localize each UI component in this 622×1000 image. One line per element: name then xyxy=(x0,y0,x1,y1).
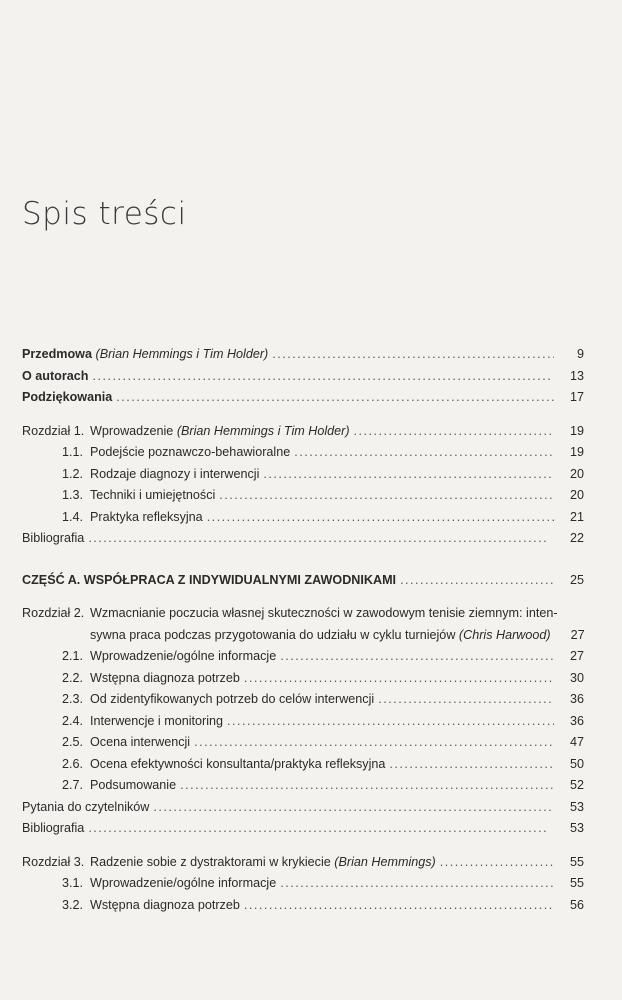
chapter-title: Wprowadzenie xyxy=(90,423,174,438)
toc-entry-3-2 xyxy=(22,895,584,917)
entry-page: 30 xyxy=(569,670,584,685)
section-number: 1.1. xyxy=(62,445,84,459)
toc-entry-2-1 xyxy=(22,646,584,668)
page-title: Spis treści xyxy=(22,196,187,232)
toc-entry-chapter-2-line-1 xyxy=(22,603,584,625)
entry-page: 9 xyxy=(576,347,584,361)
chapter-title-line-2: sywna praca podczas przygotowania do udziału w cyklu turniejów xyxy=(90,627,456,642)
table-of-contents xyxy=(22,344,584,916)
section-title: Wstępna diagnoza potrzeb xyxy=(90,897,240,912)
toc-entry-preface xyxy=(22,344,584,366)
section-number: 2.2. xyxy=(62,670,84,685)
entry-page: 52 xyxy=(569,778,584,792)
toc-entry-bibliography-2 xyxy=(22,818,584,840)
section-title: Rodzaje diagnozy i interwencji xyxy=(90,466,260,481)
entry-page: 53 xyxy=(569,821,584,835)
section-number: 2.4. xyxy=(62,713,84,728)
section-number: 2.3. xyxy=(62,692,84,706)
section-number: 3.2. xyxy=(62,897,84,912)
entry-label: Bibliografia xyxy=(22,531,85,545)
section-title: Od zidentyfikowanych potrzeb do celów interwencji xyxy=(90,692,375,706)
section-title: Techniki i umiejętności xyxy=(90,488,216,502)
section-number: 1.3. xyxy=(62,488,84,502)
section-title: Ocena efektywności konsultanta/praktyka refleksyjna xyxy=(90,756,386,771)
entry-label: Pytania do czytelników xyxy=(22,799,150,814)
entry-page: 53 xyxy=(569,799,584,814)
toc-entry-2-7 xyxy=(22,775,584,797)
entry-page: 17 xyxy=(569,390,584,404)
entry-page: 20 xyxy=(569,488,584,502)
section-number: 2.7. xyxy=(62,778,84,792)
toc-entry-1-2 xyxy=(22,464,584,486)
section-title: Podsumowanie xyxy=(90,778,177,792)
entry-page: 19 xyxy=(569,423,584,438)
chapter-author: (Brian Hemmings i Tim Holder) xyxy=(176,423,350,438)
section-title: Praktyka refleksyjna xyxy=(90,509,203,524)
toc-entry-2-4 xyxy=(22,711,584,733)
entry-label: Bibliografia xyxy=(22,821,85,835)
toc-entry-questions-2 xyxy=(22,797,584,819)
toc-entry-1-1 xyxy=(22,442,584,464)
toc-entry-1-4 xyxy=(22,507,584,529)
entry-page: 20 xyxy=(569,466,584,481)
entry-author: (Brian Hemmings i Tim Holder) xyxy=(95,347,269,361)
toc-entry-acknowledgements xyxy=(22,387,584,409)
section-number: 2.6. xyxy=(62,756,84,771)
entry-label: Podziękowania xyxy=(22,390,113,404)
chapter-number: Rozdział 2. xyxy=(22,606,85,620)
entry-page: 47 xyxy=(569,735,584,749)
entry-page: 36 xyxy=(569,713,584,728)
toc-entry-2-5 xyxy=(22,732,584,754)
chapter-title: Radzenie sobie z dystraktorami w krykiecie xyxy=(90,854,331,869)
section-title: Wprowadzenie/ogólne informacje xyxy=(90,649,277,663)
part-label: CZĘŚĆ A. WSPÓŁPRACA Z INDYWIDUALNYMI ZAWODNIKAMI xyxy=(22,572,397,587)
toc-entry-bibliography-1 xyxy=(22,528,584,550)
toc-entry-2-3 xyxy=(22,689,584,711)
toc-entry-3-1 xyxy=(22,873,584,895)
toc-entry-authors xyxy=(22,366,584,388)
entry-page: 50 xyxy=(569,756,584,771)
section-number: 2.1. xyxy=(62,649,84,663)
entry-page: 19 xyxy=(569,445,584,459)
section-number: 2.5. xyxy=(62,735,84,749)
entry-page: 27 xyxy=(570,627,585,642)
chapter-author: (Chris Harwood) xyxy=(458,627,551,642)
section-title: Wprowadzenie/ogólne informacje xyxy=(90,876,277,890)
chapter-author: (Brian Hemmings) xyxy=(334,854,436,869)
toc-entry-part-a xyxy=(22,570,584,592)
toc-entry-2-2 xyxy=(22,668,584,690)
section-title: Podejście poznawczo-behawioralne xyxy=(90,445,291,459)
entry-label: O autorach xyxy=(22,368,89,383)
chapter-title-line-1: Wzmacnianie poczucia własnej skuteczności w zawodowym tenisie ziemnym: inten- xyxy=(90,606,558,620)
section-title: Wstępna diagnoza potrzeb xyxy=(90,670,240,685)
entry-page: 55 xyxy=(569,876,584,890)
entry-page: 27 xyxy=(569,649,584,663)
section-number: 3.1. xyxy=(62,876,84,890)
entry-label: Przedmowa xyxy=(22,347,92,361)
section-number: 1.2. xyxy=(62,466,84,481)
toc-entry-1-3 xyxy=(22,485,584,507)
entry-page: 21 xyxy=(569,509,584,524)
entry-page: 55 xyxy=(569,854,584,869)
section-number: 1.4. xyxy=(62,509,84,524)
entry-page: 22 xyxy=(569,531,584,545)
entry-page: 13 xyxy=(569,368,584,383)
entry-page: 36 xyxy=(569,692,584,706)
toc-entry-chapter-2-line-2 xyxy=(22,625,584,647)
entry-page: 25 xyxy=(569,572,584,587)
toc-entry-2-6 xyxy=(22,754,584,776)
toc-entry-chapter-3 xyxy=(22,852,584,874)
chapter-number: Rozdział 1. xyxy=(22,423,85,438)
section-title: Ocena interwencji xyxy=(90,735,191,749)
section-title: Interwencje i monitoring xyxy=(90,713,223,728)
entry-page: 56 xyxy=(569,897,584,912)
chapter-number: Rozdział 3. xyxy=(22,854,85,869)
toc-entry-chapter-1 xyxy=(22,421,584,443)
